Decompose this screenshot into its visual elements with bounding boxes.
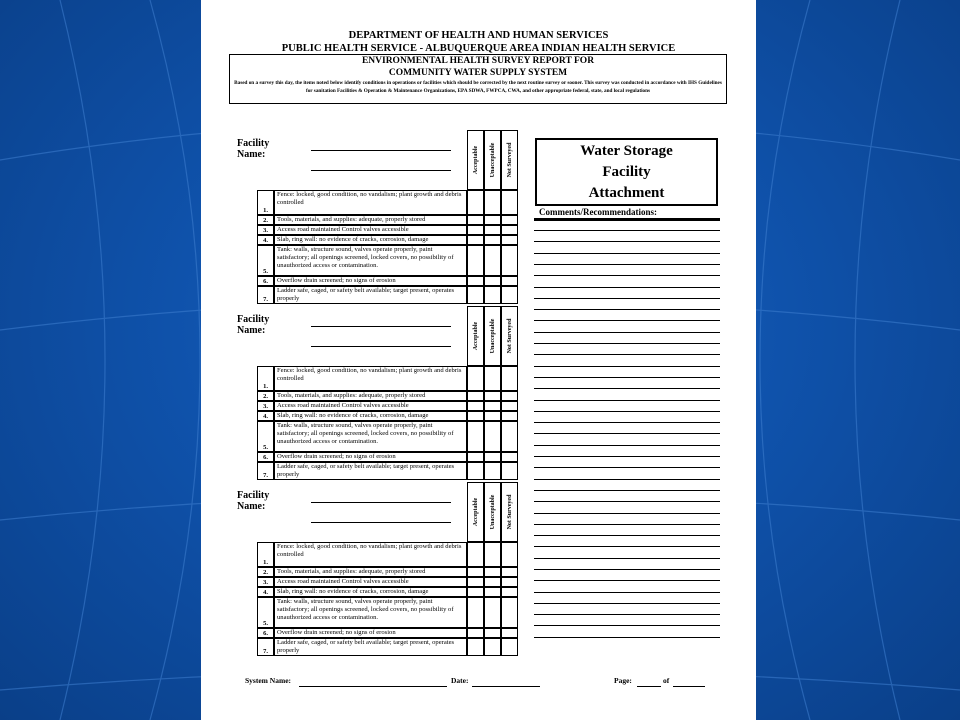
comment-line[interactable] [534, 625, 720, 626]
checkbox-not-surveyed[interactable] [501, 235, 518, 245]
comment-line[interactable] [534, 524, 720, 525]
item-number-text: 1. [263, 559, 268, 566]
checkbox-not-surveyed[interactable] [501, 587, 518, 597]
checkbox-not-surveyed[interactable] [501, 597, 518, 628]
item-description: Ladder safe, caged, or safety belt available; target present, operates properly [274, 638, 467, 656]
item-number [257, 366, 274, 391]
checkbox-unacceptable[interactable] [484, 411, 501, 421]
facility-name-field[interactable] [311, 502, 451, 503]
comments-label: Comments/Recommendations: [539, 207, 657, 217]
comment-line[interactable] [534, 456, 720, 457]
checkbox-unacceptable[interactable] [484, 235, 501, 245]
comment-line[interactable] [534, 479, 720, 480]
item-description: Ladder safe, caged, or safety belt available; target present, operates properly [274, 462, 467, 480]
comment-line[interactable] [534, 490, 720, 491]
checkbox-not-surveyed[interactable] [501, 421, 518, 452]
facility-name-label: Facility Name: [237, 138, 270, 160]
comment-line[interactable] [534, 592, 720, 593]
checkbox-unacceptable[interactable] [484, 542, 501, 567]
checkbox-unacceptable[interactable] [484, 225, 501, 235]
column-header-label: Not Surveyed [506, 142, 513, 178]
item-number [257, 597, 274, 628]
checkbox-unacceptable[interactable] [484, 577, 501, 587]
checkbox-acceptable[interactable] [467, 235, 484, 245]
checkbox-unacceptable[interactable] [484, 597, 501, 628]
item-number [257, 638, 274, 656]
item-number [257, 225, 274, 235]
comment-line[interactable] [534, 230, 720, 231]
checkbox-acceptable[interactable] [467, 452, 484, 462]
item-description: Tools, materials, and supplies: adequate, properly stored [274, 391, 467, 401]
checkbox-unacceptable[interactable] [484, 638, 501, 656]
item-description: Access road maintained Control valves accessible [274, 225, 467, 235]
item-number [257, 286, 274, 304]
item-description: Slab, ring wall: no evidence of cracks, corrosion, damage [274, 587, 467, 597]
checkbox-acceptable[interactable] [467, 411, 484, 421]
checkbox-acceptable[interactable] [467, 462, 484, 480]
report-title-line1: ENVIRONMENTAL HEALTH SURVEY REPORT FOR [361, 56, 595, 66]
checkbox-acceptable[interactable] [467, 421, 484, 452]
checkbox-acceptable[interactable] [467, 567, 484, 577]
attachment-title-line1: Water Storage [580, 143, 673, 159]
item-number [257, 411, 274, 421]
checkbox-not-surveyed[interactable] [501, 286, 518, 304]
item-number [257, 391, 274, 401]
item-description: Fence: locked, good condition, no vandalism; plant growth and debris controlled [274, 190, 467, 215]
facility-name-field[interactable] [311, 326, 451, 327]
comment-line[interactable] [534, 422, 720, 423]
comment-line[interactable] [534, 377, 720, 378]
checkbox-unacceptable[interactable] [484, 462, 501, 480]
report-title-line2: COMMUNITY WATER SUPPLY SYSTEM [388, 68, 568, 78]
comment-line[interactable] [534, 309, 720, 310]
comment-line[interactable] [534, 332, 720, 333]
checkbox-not-surveyed[interactable] [501, 401, 518, 411]
checkbox-unacceptable[interactable] [484, 190, 501, 215]
item-number [257, 276, 274, 286]
checkbox-acceptable[interactable] [467, 587, 484, 597]
checkbox-acceptable[interactable] [467, 286, 484, 304]
column-header-label: Not Surveyed [506, 494, 513, 530]
column-header-unacceptable [484, 306, 501, 366]
column-header-unacceptable [484, 130, 501, 190]
comment-line[interactable] [534, 580, 720, 581]
checkbox-unacceptable[interactable] [484, 421, 501, 452]
column-header-acceptable [467, 130, 484, 190]
item-description: Access road maintained Control valves accessible [274, 401, 467, 411]
item-description: Tank: walls, structure sound, valves operate properly, paint satisfactory; all openings screened, locked covers, no possibility of unauthorized access or contamination. [274, 245, 467, 276]
item-description: Access road maintained Control valves accessible [274, 577, 467, 587]
checkbox-not-surveyed[interactable] [501, 452, 518, 462]
checkbox-acceptable[interactable] [467, 628, 484, 638]
page-total-field[interactable] [673, 686, 705, 687]
item-number-text: 4. [263, 237, 268, 244]
checkbox-not-surveyed[interactable] [501, 276, 518, 286]
comment-line[interactable] [534, 320, 720, 321]
checkbox-not-surveyed[interactable] [501, 225, 518, 235]
item-number-text: 5. [263, 620, 268, 627]
comment-line[interactable] [534, 467, 720, 468]
item-number [257, 567, 274, 577]
item-number-text: 2. [263, 569, 268, 576]
comment-line[interactable] [534, 546, 720, 547]
checkbox-unacceptable[interactable] [484, 628, 501, 638]
item-number-text: 3. [263, 403, 268, 410]
facility-name-label: Facility Name: [237, 314, 270, 336]
column-header-unacceptable [484, 482, 501, 542]
item-number-text: 7. [263, 472, 268, 479]
checkbox-unacceptable[interactable] [484, 567, 501, 577]
column-header-label: Unacceptable [489, 318, 496, 354]
checkbox-unacceptable[interactable] [484, 391, 501, 401]
date-label: Date: [451, 676, 469, 685]
comment-line[interactable] [534, 343, 720, 344]
checkbox-not-surveyed[interactable] [501, 577, 518, 587]
column-header-label: Acceptable [472, 497, 479, 527]
item-description: Slab, ring wall: no evidence of cracks, corrosion, damage [274, 411, 467, 421]
facility-name-field-line2[interactable] [311, 346, 451, 347]
checkbox-acceptable[interactable] [467, 245, 484, 276]
checkbox-not-surveyed[interactable] [501, 245, 518, 276]
item-number [257, 577, 274, 587]
checkbox-not-surveyed[interactable] [501, 391, 518, 401]
column-header-label: Not Surveyed [506, 318, 513, 354]
checkbox-acceptable[interactable] [467, 401, 484, 411]
item-number-text: 1. [263, 207, 268, 214]
system-name-label: System Name: [245, 676, 292, 685]
comment-line[interactable] [534, 298, 720, 299]
item-number [257, 452, 274, 462]
item-description: Tools, materials, and supplies: adequate, properly stored [274, 567, 467, 577]
item-number [257, 587, 274, 597]
item-description: Tank: walls, structure sound, valves operate properly, paint satisfactory; all openings screened, locked covers, no possibility of unauthorized access or contamination. [274, 421, 467, 452]
item-number [257, 628, 274, 638]
column-header-label: Acceptable [472, 145, 479, 175]
item-number-text: 7. [263, 296, 268, 303]
comment-line[interactable] [534, 241, 720, 242]
checkbox-not-surveyed[interactable] [501, 215, 518, 225]
checkbox-unacceptable[interactable] [484, 245, 501, 276]
comment-line[interactable] [534, 275, 720, 276]
attachment-title-line2: Facility [602, 164, 651, 180]
page-of-label: of [663, 676, 670, 685]
comment-line[interactable] [534, 264, 720, 265]
item-number-text: 6. [263, 278, 268, 285]
facility-name-field-line2[interactable] [311, 522, 451, 523]
agency-header: PUBLIC HEALTH SERVICE - ALBUQUERQUE AREA INDIAN HEALTH SERVICE [281, 43, 676, 54]
item-number [257, 215, 274, 225]
comment-line[interactable] [534, 433, 720, 434]
checkbox-not-surveyed[interactable] [501, 462, 518, 480]
checkbox-not-surveyed[interactable] [501, 638, 518, 656]
checkbox-acceptable[interactable] [467, 391, 484, 401]
item-number-text: 3. [263, 227, 268, 234]
department-header: DEPARTMENT OF HEALTH AND HUMAN SERVICES [348, 30, 609, 41]
checkbox-unacceptable[interactable] [484, 276, 501, 286]
checkbox-unacceptable[interactable] [484, 401, 501, 411]
item-description: Tools, materials, and supplies: adequate, properly stored [274, 215, 467, 225]
comment-line[interactable] [534, 501, 720, 502]
comment-line[interactable] [534, 637, 720, 638]
item-number-text: 3. [263, 579, 268, 586]
system-name-field[interactable] [299, 686, 447, 687]
item-number-text: 7. [263, 648, 268, 655]
comment-line[interactable] [534, 603, 720, 604]
column-header-acceptable [467, 306, 484, 366]
attachment-title-line3: Attachment [588, 185, 665, 201]
comment-line[interactable] [534, 411, 720, 412]
checkbox-unacceptable[interactable] [484, 366, 501, 391]
checkbox-acceptable[interactable] [467, 276, 484, 286]
comment-line[interactable] [534, 400, 720, 401]
item-number-text: 4. [263, 589, 268, 596]
item-number [257, 235, 274, 245]
checkbox-unacceptable[interactable] [484, 215, 501, 225]
intro-paragraph: Based on a survey this day, the items noted below identify conditions in operations or facilities which should be corrected by the next routine survey or sooner. This survey was conducted in accordance with IHS Guidelines for sanitation Facilities & Operation & Maintenance Organizations, EPA SDWA, FWPCA, CWA, and other appropriate federal, state, and local regulations [234, 80, 722, 94]
item-number-text: 2. [263, 217, 268, 224]
item-description: Overflow drain screened; no signs of erosion [274, 276, 467, 286]
facility-name-label: Facility Name: [237, 490, 270, 512]
item-number-text: 1. [263, 383, 268, 390]
checkbox-not-surveyed[interactable] [501, 190, 518, 215]
checkbox-not-surveyed[interactable] [501, 542, 518, 567]
page-number-field[interactable] [637, 686, 661, 687]
checkbox-acceptable[interactable] [467, 215, 484, 225]
item-number-text: 4. [263, 413, 268, 420]
checkbox-unacceptable[interactable] [484, 587, 501, 597]
facility-name-field[interactable] [311, 150, 451, 151]
item-number [257, 462, 274, 480]
checkbox-acceptable[interactable] [467, 190, 484, 215]
item-description: Fence: locked, good condition, no vandalism; plant growth and debris controlled [274, 366, 467, 391]
comment-line[interactable] [534, 558, 720, 559]
checkbox-acceptable[interactable] [467, 366, 484, 391]
item-number [257, 421, 274, 452]
page-label: Page: [614, 676, 632, 685]
form-page [201, 0, 756, 720]
comment-line[interactable] [534, 287, 720, 288]
checkbox-not-surveyed[interactable] [501, 567, 518, 577]
checkbox-unacceptable[interactable] [484, 452, 501, 462]
checkbox-acceptable[interactable] [467, 638, 484, 656]
item-number-text: 5. [263, 444, 268, 451]
comment-line[interactable] [534, 366, 720, 367]
column-header-not-surveyed [501, 130, 518, 190]
item-description: Overflow drain screened; no signs of erosion [274, 628, 467, 638]
comment-line[interactable] [534, 445, 720, 446]
item-number [257, 542, 274, 567]
comment-line[interactable] [534, 569, 720, 570]
comment-line[interactable] [534, 253, 720, 254]
comment-line[interactable] [534, 388, 720, 389]
facility-name-field-line2[interactable] [311, 170, 451, 171]
comment-line[interactable] [534, 614, 720, 615]
checkbox-acceptable[interactable] [467, 542, 484, 567]
checkbox-acceptable[interactable] [467, 597, 484, 628]
comment-line[interactable] [534, 513, 720, 514]
item-number [257, 245, 274, 276]
date-field[interactable] [472, 686, 540, 687]
checkbox-not-surveyed[interactable] [501, 628, 518, 638]
checkbox-not-surveyed[interactable] [501, 411, 518, 421]
attachment-title-box [535, 138, 718, 206]
column-header-not-surveyed [501, 306, 518, 366]
column-header-acceptable [467, 482, 484, 542]
checkbox-not-surveyed[interactable] [501, 366, 518, 391]
column-header-not-surveyed [501, 482, 518, 542]
column-header-label: Acceptable [472, 321, 479, 351]
item-description: Overflow drain screened; no signs of erosion [274, 452, 467, 462]
comments-underline [534, 218, 720, 221]
item-number [257, 401, 274, 411]
item-description: Ladder safe, caged, or safety belt available; target present, operates properly [274, 286, 467, 304]
item-number [257, 190, 274, 215]
column-header-label: Unacceptable [489, 494, 496, 530]
comment-line[interactable] [534, 535, 720, 536]
comment-line[interactable] [534, 354, 720, 355]
item-description: Slab, ring wall: no evidence of cracks, corrosion, damage [274, 235, 467, 245]
checkbox-acceptable[interactable] [467, 577, 484, 587]
checkbox-acceptable[interactable] [467, 225, 484, 235]
item-description: Tank: walls, structure sound, valves operate properly, paint satisfactory; all openings screened, locked covers, no possibility of unauthorized access or contamination. [274, 597, 467, 628]
item-description: Fence: locked, good condition, no vandalism; plant growth and debris controlled [274, 542, 467, 567]
item-number-text: 2. [263, 393, 268, 400]
item-number-text: 5. [263, 268, 268, 275]
item-number-text: 6. [263, 630, 268, 637]
report-title-box [229, 54, 727, 104]
checkbox-unacceptable[interactable] [484, 286, 501, 304]
item-number-text: 6. [263, 454, 268, 461]
column-header-label: Unacceptable [489, 142, 496, 178]
